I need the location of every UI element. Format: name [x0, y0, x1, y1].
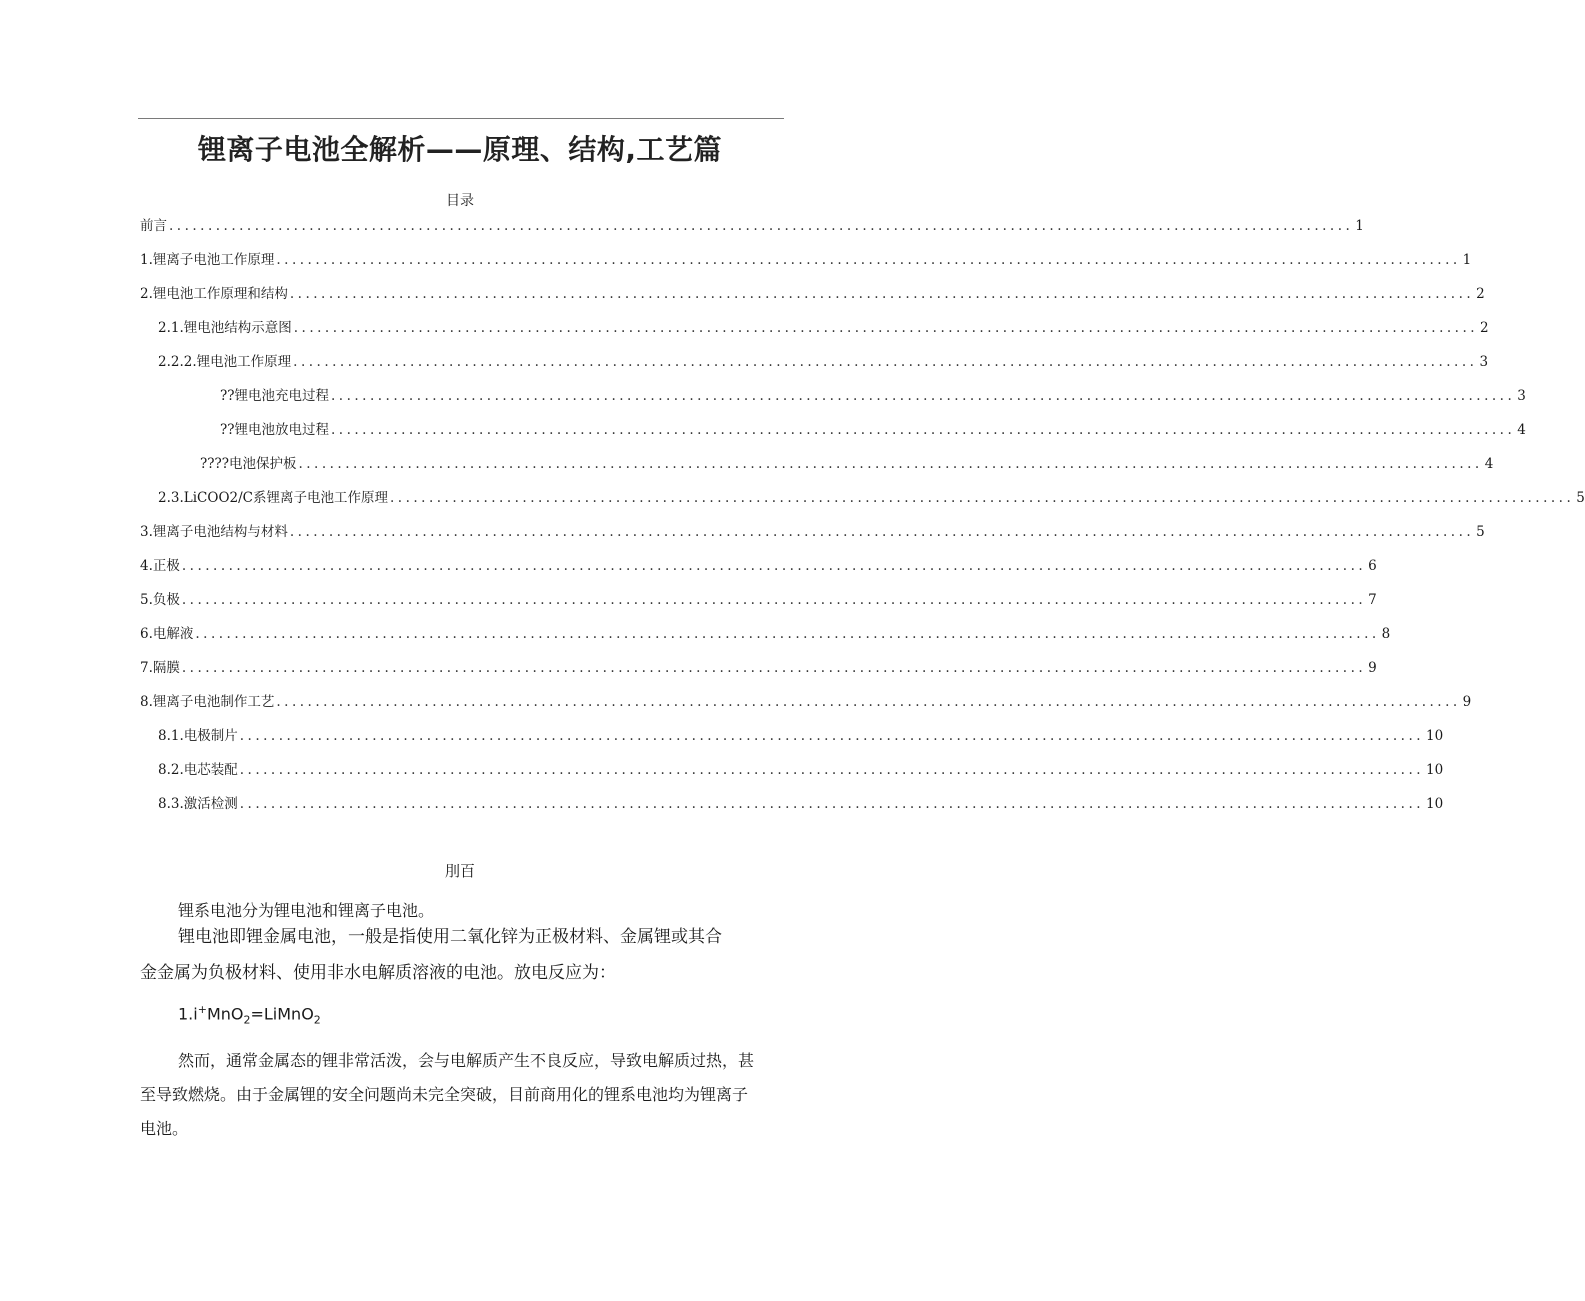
toc-entry[interactable] [140, 282, 1485, 304]
toc-entry-label: 激活检测 [183, 796, 238, 812]
toc-entry-page: 9 [1462, 694, 1472, 710]
toc-entry[interactable] [140, 588, 1377, 610]
toc-entry-number: 8 [140, 694, 149, 710]
body-paragraph: 锂系电池分为锂电池和锂离子电池。 [178, 901, 435, 920]
toc-leader: ........................................................................................................................................................ [289, 286, 1475, 302]
toc-leader: ........................................................................................................................................................ [181, 558, 1367, 574]
toc-entry-label: .锂离子电池工作原理 [148, 252, 275, 268]
toc-entry-label: .负极 [148, 592, 180, 608]
toc-leader: ........................................................................................................................................................ [298, 456, 1483, 472]
toc-entry-label: 锂电池结构示意图 [183, 320, 292, 336]
toc-entry[interactable] [158, 486, 1585, 508]
toc-leader: ........................................................................................................................................................ [330, 422, 1516, 438]
toc-leader: ........................................................................................................................................................ [289, 524, 1475, 540]
toc-entry-page: 2 [1480, 320, 1489, 336]
formula-part: MnO [206, 1004, 244, 1024]
toc-leader: ........................................................................................................................................................ [276, 252, 1461, 268]
toc-entry-label: ??锂电池充电过程 [220, 388, 329, 404]
toc-entry-label: .隔膜 [148, 660, 180, 676]
toc-entry[interactable] [158, 350, 1489, 372]
toc-entry[interactable] [220, 418, 1526, 440]
toc-entry[interactable] [200, 452, 1494, 474]
toc-entry[interactable] [140, 622, 1391, 644]
toc-entry-label: ??锂电池放电过程 [220, 422, 329, 438]
toc-leader: ........................................................................................................................................................ [293, 320, 1479, 336]
toc-entry-number: 1 [140, 252, 149, 268]
toc-entry-page: 9 [1368, 660, 1377, 676]
toc-leader: ........................................................................................................................................................ [330, 388, 1516, 404]
toc-entry[interactable] [140, 520, 1485, 542]
toc-entry-page: 4 [1517, 422, 1526, 438]
formula-part: =LiMnO [250, 1004, 314, 1024]
toc-entry-label: .正极 [148, 558, 180, 574]
toc-entry-page: 4 [1484, 456, 1494, 472]
formula-superscript: + [197, 1003, 207, 1016]
toc-entry-page: 1 [1355, 218, 1364, 234]
formula-subscript: 2 [313, 1013, 321, 1027]
toc-entry[interactable] [158, 758, 1444, 780]
toc-entry-page: 7 [1368, 592, 1377, 608]
section-heading: 刖百 [444, 862, 475, 880]
toc-entry-number: 2.2. [158, 354, 184, 370]
toc-entry-page: 6 [1368, 558, 1377, 574]
toc-leader: ........................................................................................................................................................ [239, 796, 1425, 812]
document-title: 锂离子电池全解析——原理、结构,工艺篇 [197, 133, 723, 166]
toc-entry[interactable] [140, 214, 1364, 236]
reaction-formula [178, 1003, 321, 1027]
toc-leader: ........................................................................................................................................................ [389, 490, 1575, 506]
toc-entry-label: .锂离子电池结构与材料 [148, 524, 288, 540]
toc-entry-number: 8.3. [158, 796, 184, 812]
toc-entry-page: 10 [1426, 728, 1444, 744]
toc-entry-label: 2.锂电池工作原理 [183, 354, 292, 370]
toc-leader: ........................................................................................................................................................ [276, 694, 1461, 710]
toc-entry-number: 8.2. [158, 762, 184, 778]
toc-entry[interactable] [140, 656, 1377, 678]
toc-entry-page: 5 [1576, 490, 1585, 506]
toc-leader: ........................................................................................................................................................ [293, 354, 1478, 370]
toc-entry-label: .电解液 [148, 626, 194, 642]
toc-entry[interactable] [140, 554, 1377, 576]
toc-entry-label: .锂电池工作原理和结构 [148, 286, 288, 302]
toc-leader: ........................................................................................................................................................ [181, 592, 1367, 608]
toc-leader: ........................................................................................................................................................ [239, 762, 1425, 778]
body-paragraph: 锂电池即锂金属电池，一般是指使用二氧化锌为正极材料、金属锂或其合 [178, 927, 722, 947]
body-paragraph: 金金属为负极材料、使用非水电解质溶液的电池。放电反应为： [140, 963, 616, 983]
toc-entry-label: .锂离子电池制作工艺 [148, 694, 275, 710]
toc-entry-number: 2 [140, 286, 149, 302]
toc-leader: ........................................................................................................................................................ [169, 218, 1354, 234]
header-rule [138, 118, 784, 119]
toc-entry-label: ????电池保护板 [200, 456, 297, 472]
toc-heading: 目录 [446, 193, 474, 209]
toc-entry-number: 6 [140, 626, 149, 642]
body-paragraph: 电池。 [140, 1119, 189, 1138]
toc-entry-number: 2.3. [158, 490, 184, 506]
toc-entry-page: 10 [1426, 762, 1444, 778]
toc-entry-page: 5 [1476, 524, 1485, 540]
toc-leader: ........................................................................................................................................................ [195, 626, 1380, 642]
toc-entry[interactable] [140, 248, 1472, 270]
body-paragraph: 然而，通常金属态的锂非常活泼，会与电解质产生不良反应，导致电解质过热，甚 [178, 1051, 755, 1070]
toc-leader: ........................................................................................................................................................ [181, 660, 1367, 676]
toc-entry-label: 电芯装配 [183, 762, 238, 778]
toc-entry[interactable] [158, 724, 1444, 746]
toc-entry-label: 前言 [140, 218, 167, 234]
toc-entry[interactable] [158, 316, 1489, 338]
toc-entry-page: 2 [1476, 286, 1485, 302]
toc-entry-number: 5 [140, 592, 149, 608]
toc-entry-page: 3 [1517, 388, 1526, 404]
toc-entry-page: 10 [1426, 796, 1444, 812]
toc-entry-page: 3 [1479, 354, 1489, 370]
toc-entry[interactable] [158, 792, 1444, 814]
toc-entry-number: 3 [140, 524, 149, 540]
formula-part: 1.i [178, 1004, 198, 1024]
toc-entry[interactable] [140, 690, 1472, 712]
toc-entry[interactable] [220, 384, 1526, 406]
toc-entry-label: 电极制片 [183, 728, 238, 744]
toc-entry-label: LiCOO2/C系锂离子电池工作原理 [183, 490, 388, 506]
toc-entry-page: 1 [1462, 252, 1472, 268]
toc-entry-number: 4 [140, 558, 149, 574]
toc-entry-number: 8.1. [158, 728, 184, 744]
toc-leader: ........................................................................................................................................................ [239, 728, 1425, 744]
toc-entry-number: 2.1. [158, 320, 184, 336]
body-paragraph: 至导致燃烧。由于金属锂的安全问题尚未完全突破，目前商用化的锂系电池均为锂离子 [140, 1085, 749, 1104]
toc-entry-number: 7 [140, 660, 149, 676]
toc-entry-page: 8 [1381, 626, 1391, 642]
formula-subscript: 2 [243, 1013, 251, 1027]
